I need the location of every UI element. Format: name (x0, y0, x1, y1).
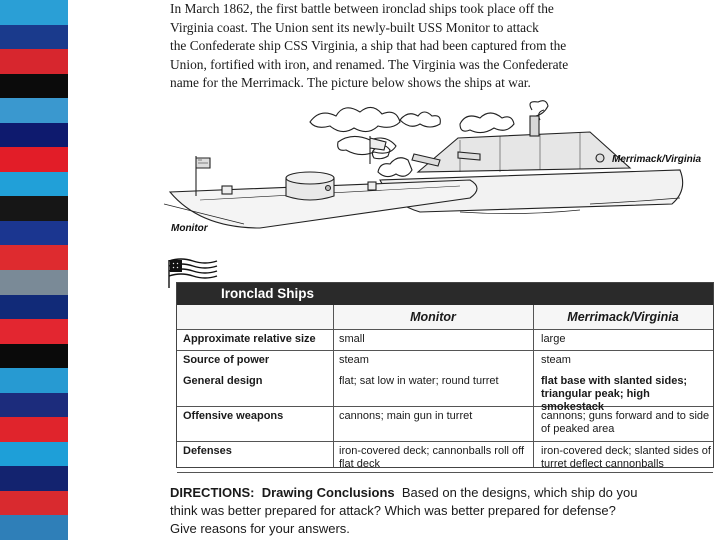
decorative-stripe (0, 0, 68, 540)
ironclad-battle-illustration (160, 100, 720, 240)
stripe-block (0, 123, 68, 148)
merrimack-cell: large (541, 333, 566, 345)
stripe-block (0, 295, 68, 320)
table-row (177, 442, 713, 473)
intro-line: Virginia coast. The Union sent its newly-built USS Monitor to attack (170, 19, 539, 35)
table-row (177, 330, 713, 351)
stripe-block (0, 172, 68, 197)
stripe-block (0, 319, 68, 344)
column-header-monitor: Monitor (410, 310, 456, 324)
directions-line: Give reasons for your answers. (170, 521, 350, 536)
stripe-block (0, 0, 68, 25)
merrimack-flag (370, 136, 386, 164)
merrimack-cell: iron-covered deck; slanted sides of turret deflect cannonballs (541, 445, 711, 470)
smoke-cloud (400, 112, 440, 127)
intro-line: Union, fortified with iron, and renamed. The Virginia was the Confederate (170, 56, 569, 72)
column-divider (333, 305, 334, 467)
cannon-smoke (378, 158, 412, 177)
column-divider (533, 305, 534, 467)
intro-paragraph (170, 0, 660, 93)
stripe-block (0, 74, 68, 99)
intro-line: the Confederate ship CSS Virginia, a ship that had been captured from the (170, 38, 567, 54)
stripe-block (0, 245, 68, 270)
merrimack-casemate (418, 132, 630, 172)
merrimack-cell: cannons; guns forward and to side of peaked area (541, 410, 710, 435)
intro-line: name for the Merrimack. The picture below shows the ships at war. (170, 75, 531, 91)
stripe-block (0, 147, 68, 172)
table-row (177, 351, 713, 413)
stripe-block (0, 368, 68, 393)
directions-text (170, 484, 700, 538)
row-label: Offensive weapons (183, 410, 284, 422)
table-header (177, 305, 713, 330)
column-header-merrimack: Merrimack/Virginia (567, 310, 679, 324)
smoke-cloud (460, 113, 514, 133)
stripe-block (0, 466, 68, 491)
stripe-block (0, 491, 68, 516)
row-label: Defenses (183, 445, 232, 457)
caption-monitor: Monitor (171, 223, 208, 234)
monitor-cell: small (339, 333, 365, 345)
row-label: Approximate relative size (183, 333, 316, 345)
directions-title: Drawing Conclusions (261, 485, 395, 500)
stripe-block (0, 49, 68, 74)
stripe-block (0, 417, 68, 442)
smoke-cloud (338, 136, 396, 154)
directions-label: DIRECTIONS: (170, 485, 255, 500)
row-label: Source of power (183, 354, 270, 366)
stripe-block (0, 196, 68, 221)
monitor-cell: steam (339, 354, 369, 366)
intro-line: In March 1862, the first battle between ironclad ships took place off the (170, 1, 554, 16)
row-label: General design (183, 375, 263, 387)
directions-line: Based on the designs, which ship do you (401, 485, 638, 500)
merrimack-cell: flat base with slanted sides; triangular peak; high smokestack (541, 375, 688, 413)
merrimack-cell: steam (541, 354, 571, 366)
smoke-cloud (310, 107, 400, 131)
stripe-block (0, 98, 68, 123)
monitor-cell: iron-covered deck; cannonballs roll off flat deck (339, 445, 525, 470)
caption-merrimack: Merrimack/Virginia (612, 154, 702, 165)
stripe-block (0, 393, 68, 418)
ironclad-ships-table (176, 282, 714, 468)
monitor-cell: cannons; main gun in turret (339, 410, 473, 422)
stripe-block (0, 344, 68, 369)
monitor-cell: flat; sat low in water; round turret (339, 375, 499, 387)
stripe-block (0, 515, 68, 540)
table-title: Ironclad Ships (177, 283, 713, 305)
directions-line: think was better prepared for attack? Which was better prepared for defense? (170, 503, 616, 518)
merrimack-smokestack (530, 116, 539, 136)
stripe-block (0, 270, 68, 295)
stripe-block (0, 25, 68, 50)
stripe-block (0, 221, 68, 246)
table-row (177, 407, 713, 442)
stripe-block (0, 442, 68, 467)
